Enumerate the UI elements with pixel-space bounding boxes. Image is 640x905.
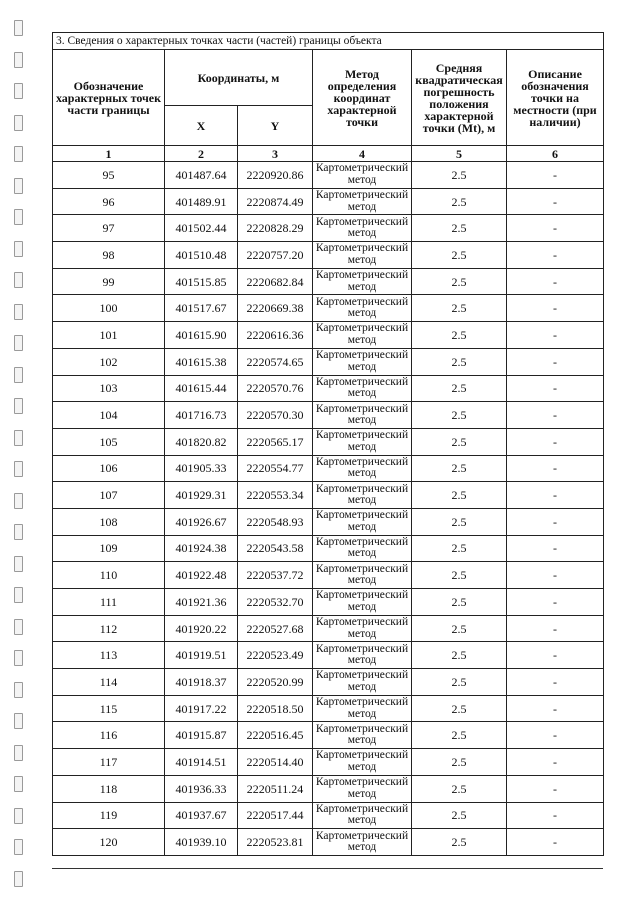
cell-method: Картометрический метод bbox=[313, 508, 412, 535]
cell-mt: 2.5 bbox=[412, 669, 507, 696]
cell-mt: 2.5 bbox=[412, 188, 507, 215]
binding-mark bbox=[14, 808, 23, 824]
binding-mark bbox=[14, 304, 23, 320]
cell-y: 2220920.86 bbox=[238, 162, 313, 189]
cell-x: 401922.48 bbox=[165, 562, 238, 589]
cell-x: 401905.33 bbox=[165, 455, 238, 482]
cell-y: 2220565.17 bbox=[238, 428, 313, 455]
cell-description: - bbox=[507, 242, 604, 269]
binding-mark bbox=[14, 556, 23, 572]
cell-mt: 2.5 bbox=[412, 508, 507, 535]
column-number-3: 3 bbox=[238, 146, 313, 162]
cell-method: Картометрический метод bbox=[313, 535, 412, 562]
cell-point-id: 95 bbox=[53, 162, 165, 189]
cell-point-id: 117 bbox=[53, 749, 165, 776]
cell-y: 2220548.93 bbox=[238, 508, 313, 535]
cell-description: - bbox=[507, 295, 604, 322]
table-row bbox=[53, 162, 604, 189]
cell-description: - bbox=[507, 215, 604, 242]
cell-point-id: 101 bbox=[53, 322, 165, 349]
cell-mt: 2.5 bbox=[412, 428, 507, 455]
cell-description: - bbox=[507, 535, 604, 562]
cell-x: 401920.22 bbox=[165, 615, 238, 642]
cell-point-id: 108 bbox=[53, 508, 165, 535]
binding-mark bbox=[14, 871, 23, 887]
cell-x: 401937.67 bbox=[165, 802, 238, 829]
cell-y: 2220523.49 bbox=[238, 642, 313, 669]
cell-method: Картометрический метод bbox=[313, 428, 412, 455]
cell-method: Картометрический метод bbox=[313, 322, 412, 349]
header-coordinates: Координаты, м bbox=[165, 50, 313, 106]
table-body bbox=[53, 162, 604, 856]
cell-method: Картометрический метод bbox=[313, 215, 412, 242]
table-row bbox=[53, 535, 604, 562]
cell-point-id: 111 bbox=[53, 589, 165, 616]
cell-method: Картометрический метод bbox=[313, 162, 412, 189]
cell-y: 2220757.20 bbox=[238, 242, 313, 269]
table-row bbox=[53, 829, 604, 856]
cell-point-id: 98 bbox=[53, 242, 165, 269]
cell-description: - bbox=[507, 402, 604, 429]
cell-method: Картометрический метод bbox=[313, 402, 412, 429]
cell-y: 2220523.81 bbox=[238, 829, 313, 856]
binding-mark bbox=[14, 20, 23, 36]
binding-mark bbox=[14, 713, 23, 729]
cell-x: 401716.73 bbox=[165, 402, 238, 429]
binding-mark bbox=[14, 335, 23, 351]
cell-x: 401487.64 bbox=[165, 162, 238, 189]
cell-y: 2220570.30 bbox=[238, 402, 313, 429]
table-row bbox=[53, 615, 604, 642]
cell-description: - bbox=[507, 188, 604, 215]
column-number-6: 6 bbox=[507, 146, 604, 162]
binding-mark bbox=[14, 241, 23, 257]
cell-x: 401915.87 bbox=[165, 722, 238, 749]
binding-mark bbox=[14, 682, 23, 698]
table-row bbox=[53, 348, 604, 375]
cell-mt: 2.5 bbox=[412, 589, 507, 616]
cell-y: 2220616.36 bbox=[238, 322, 313, 349]
table-row bbox=[53, 722, 604, 749]
binding-mark bbox=[14, 587, 23, 603]
cell-method: Картометрический метод bbox=[313, 802, 412, 829]
table-row bbox=[53, 749, 604, 776]
cell-method: Картометрический метод bbox=[313, 242, 412, 269]
cell-y: 2220574.65 bbox=[238, 348, 313, 375]
header-description: Описание обозначения точки на местности (при наличии) bbox=[507, 50, 604, 146]
column-number-2: 2 bbox=[165, 146, 238, 162]
cell-description: - bbox=[507, 749, 604, 776]
cell-y: 2220570.76 bbox=[238, 375, 313, 402]
cell-y: 2220543.58 bbox=[238, 535, 313, 562]
binding-mark bbox=[14, 745, 23, 761]
cell-method: Картометрический метод bbox=[313, 295, 412, 322]
document-sheet bbox=[52, 32, 603, 856]
header-y: Y bbox=[238, 106, 313, 146]
cell-method: Картометрический метод bbox=[313, 669, 412, 696]
table-row bbox=[53, 589, 604, 616]
cell-description: - bbox=[507, 589, 604, 616]
cell-method: Картометрический метод bbox=[313, 455, 412, 482]
cell-point-id: 99 bbox=[53, 268, 165, 295]
boundary-points-table bbox=[52, 32, 604, 856]
table-row bbox=[53, 775, 604, 802]
cell-mt: 2.5 bbox=[412, 695, 507, 722]
cell-point-id: 97 bbox=[53, 215, 165, 242]
cell-x: 401510.48 bbox=[165, 242, 238, 269]
cell-mt: 2.5 bbox=[412, 402, 507, 429]
cell-description: - bbox=[507, 802, 604, 829]
cell-point-id: 107 bbox=[53, 482, 165, 509]
cell-mt: 2.5 bbox=[412, 162, 507, 189]
cell-y: 2220537.72 bbox=[238, 562, 313, 589]
cell-y: 2220514.40 bbox=[238, 749, 313, 776]
cell-point-id: 113 bbox=[53, 642, 165, 669]
cell-point-id: 106 bbox=[53, 455, 165, 482]
table-row bbox=[53, 508, 604, 535]
column-number-1: 1 bbox=[53, 146, 165, 162]
cell-method: Картометрический метод bbox=[313, 722, 412, 749]
cell-point-id: 112 bbox=[53, 615, 165, 642]
cell-method: Картометрический метод bbox=[313, 749, 412, 776]
cell-mt: 2.5 bbox=[412, 615, 507, 642]
cell-x: 401615.90 bbox=[165, 322, 238, 349]
cell-x: 401936.33 bbox=[165, 775, 238, 802]
cell-x: 401515.85 bbox=[165, 268, 238, 295]
cell-description: - bbox=[507, 428, 604, 455]
footer-divider bbox=[52, 868, 603, 869]
cell-mt: 2.5 bbox=[412, 215, 507, 242]
cell-x: 401489.91 bbox=[165, 188, 238, 215]
cell-mt: 2.5 bbox=[412, 642, 507, 669]
binding-mark bbox=[14, 619, 23, 635]
cell-method: Картометрический метод bbox=[313, 562, 412, 589]
cell-point-id: 114 bbox=[53, 669, 165, 696]
header-mean-square-error: Средняя квадратическая погрешность положения характерной точки (Mt), м bbox=[412, 50, 507, 146]
cell-mt: 2.5 bbox=[412, 482, 507, 509]
cell-x: 401939.10 bbox=[165, 829, 238, 856]
cell-x: 401926.67 bbox=[165, 508, 238, 535]
cell-y: 2220518.50 bbox=[238, 695, 313, 722]
binding-mark bbox=[14, 209, 23, 225]
cell-method: Картометрический метод bbox=[313, 348, 412, 375]
cell-x: 401921.36 bbox=[165, 589, 238, 616]
cell-description: - bbox=[507, 562, 604, 589]
binding-stitch-marks bbox=[14, 20, 24, 900]
cell-x: 401918.37 bbox=[165, 669, 238, 696]
cell-mt: 2.5 bbox=[412, 829, 507, 856]
cell-method: Картометрический метод bbox=[313, 482, 412, 509]
cell-y: 2220828.29 bbox=[238, 215, 313, 242]
binding-mark bbox=[14, 83, 23, 99]
table-row bbox=[53, 215, 604, 242]
cell-point-id: 105 bbox=[53, 428, 165, 455]
cell-description: - bbox=[507, 322, 604, 349]
cell-mt: 2.5 bbox=[412, 535, 507, 562]
binding-mark bbox=[14, 493, 23, 509]
cell-method: Картометрический метод bbox=[313, 589, 412, 616]
cell-y: 2220527.68 bbox=[238, 615, 313, 642]
cell-description: - bbox=[507, 829, 604, 856]
cell-method: Картометрический метод bbox=[313, 695, 412, 722]
cell-point-id: 103 bbox=[53, 375, 165, 402]
cell-x: 401502.44 bbox=[165, 215, 238, 242]
cell-mt: 2.5 bbox=[412, 322, 507, 349]
table-row bbox=[53, 642, 604, 669]
binding-mark bbox=[14, 524, 23, 540]
cell-y: 2220682.84 bbox=[238, 268, 313, 295]
binding-mark bbox=[14, 115, 23, 131]
table-row bbox=[53, 482, 604, 509]
column-number-5: 5 bbox=[412, 146, 507, 162]
cell-mt: 2.5 bbox=[412, 562, 507, 589]
table-row bbox=[53, 455, 604, 482]
table-row bbox=[53, 802, 604, 829]
cell-description: - bbox=[507, 508, 604, 535]
header-x: X bbox=[165, 106, 238, 146]
cell-point-id: 120 bbox=[53, 829, 165, 856]
binding-mark bbox=[14, 650, 23, 666]
cell-method: Картометрический метод bbox=[313, 188, 412, 215]
cell-y: 2220520.99 bbox=[238, 669, 313, 696]
cell-method: Картометрический метод bbox=[313, 829, 412, 856]
table-row bbox=[53, 322, 604, 349]
cell-mt: 2.5 bbox=[412, 348, 507, 375]
cell-y: 2220669.38 bbox=[238, 295, 313, 322]
cell-y: 2220511.24 bbox=[238, 775, 313, 802]
cell-point-id: 116 bbox=[53, 722, 165, 749]
cell-mt: 2.5 bbox=[412, 268, 507, 295]
cell-description: - bbox=[507, 455, 604, 482]
cell-x: 401929.31 bbox=[165, 482, 238, 509]
cell-x: 401919.51 bbox=[165, 642, 238, 669]
table-row bbox=[53, 242, 604, 269]
cell-description: - bbox=[507, 375, 604, 402]
section-title: 3. Сведения о характерных точках части (частей) границы объекта bbox=[53, 33, 604, 50]
cell-y: 2220532.70 bbox=[238, 589, 313, 616]
cell-method: Картометрический метод bbox=[313, 268, 412, 295]
cell-x: 401914.51 bbox=[165, 749, 238, 776]
cell-mt: 2.5 bbox=[412, 455, 507, 482]
table-row bbox=[53, 669, 604, 696]
cell-x: 401615.44 bbox=[165, 375, 238, 402]
binding-mark bbox=[14, 430, 23, 446]
cell-method: Картометрический метод bbox=[313, 375, 412, 402]
cell-mt: 2.5 bbox=[412, 775, 507, 802]
cell-description: - bbox=[507, 615, 604, 642]
cell-mt: 2.5 bbox=[412, 242, 507, 269]
cell-description: - bbox=[507, 268, 604, 295]
binding-mark bbox=[14, 461, 23, 477]
cell-point-id: 104 bbox=[53, 402, 165, 429]
cell-y: 2220553.34 bbox=[238, 482, 313, 509]
column-number-4: 4 bbox=[313, 146, 412, 162]
table-row bbox=[53, 268, 604, 295]
binding-mark bbox=[14, 776, 23, 792]
cell-description: - bbox=[507, 482, 604, 509]
binding-mark bbox=[14, 839, 23, 855]
binding-mark bbox=[14, 52, 23, 68]
table-row bbox=[53, 562, 604, 589]
cell-description: - bbox=[507, 162, 604, 189]
cell-y: 2220874.49 bbox=[238, 188, 313, 215]
cell-x: 401820.82 bbox=[165, 428, 238, 455]
cell-y: 2220517.44 bbox=[238, 802, 313, 829]
binding-mark bbox=[14, 272, 23, 288]
cell-mt: 2.5 bbox=[412, 722, 507, 749]
table-row bbox=[53, 295, 604, 322]
cell-point-id: 119 bbox=[53, 802, 165, 829]
table-row bbox=[53, 188, 604, 215]
cell-description: - bbox=[507, 348, 604, 375]
table-row bbox=[53, 402, 604, 429]
binding-mark bbox=[14, 146, 23, 162]
cell-description: - bbox=[507, 775, 604, 802]
header-method: Метод определения координат характерной точки bbox=[313, 50, 412, 146]
binding-mark bbox=[14, 398, 23, 414]
cell-point-id: 109 bbox=[53, 535, 165, 562]
table-row bbox=[53, 375, 604, 402]
table-row bbox=[53, 695, 604, 722]
cell-point-id: 115 bbox=[53, 695, 165, 722]
cell-method: Картометрический метод bbox=[313, 775, 412, 802]
cell-description: - bbox=[507, 669, 604, 696]
cell-point-id: 110 bbox=[53, 562, 165, 589]
cell-method: Картометрический метод bbox=[313, 642, 412, 669]
cell-mt: 2.5 bbox=[412, 749, 507, 776]
cell-description: - bbox=[507, 642, 604, 669]
binding-mark bbox=[14, 178, 23, 194]
header-point-designation: Обозначение характерных точек части границы bbox=[53, 50, 165, 146]
cell-x: 401517.67 bbox=[165, 295, 238, 322]
cell-mt: 2.5 bbox=[412, 802, 507, 829]
cell-x: 401615.38 bbox=[165, 348, 238, 375]
cell-mt: 2.5 bbox=[412, 375, 507, 402]
cell-mt: 2.5 bbox=[412, 295, 507, 322]
cell-point-id: 100 bbox=[53, 295, 165, 322]
table-row bbox=[53, 428, 604, 455]
cell-y: 2220554.77 bbox=[238, 455, 313, 482]
binding-mark bbox=[14, 367, 23, 383]
cell-point-id: 118 bbox=[53, 775, 165, 802]
cell-y: 2220516.45 bbox=[238, 722, 313, 749]
cell-point-id: 96 bbox=[53, 188, 165, 215]
cell-method: Картометрический метод bbox=[313, 615, 412, 642]
cell-x: 401917.22 bbox=[165, 695, 238, 722]
cell-description: - bbox=[507, 722, 604, 749]
cell-point-id: 102 bbox=[53, 348, 165, 375]
cell-description: - bbox=[507, 695, 604, 722]
cell-x: 401924.38 bbox=[165, 535, 238, 562]
